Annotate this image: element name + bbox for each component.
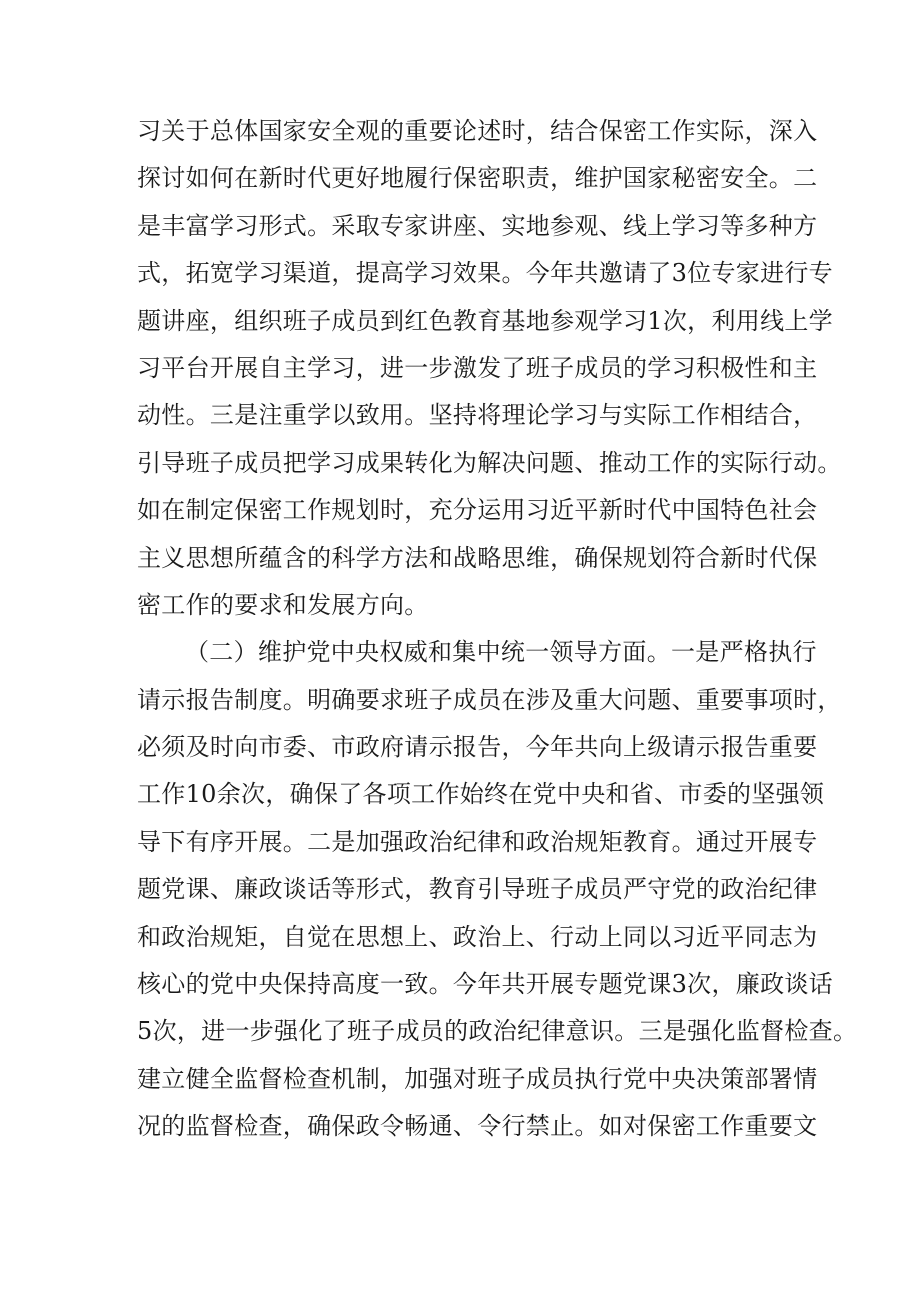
text-line: 导下有序开展。二是加强政治纪律和政治规矩教育。通过开展专: [137, 827, 818, 856]
text-line: 必须及时向市委、市政府请示报告，今年共向上级请示报告重要: [137, 733, 818, 762]
text-line: 动性。三是注重学以致用。坚持将理论学习与实际工作相结合，: [137, 401, 818, 430]
text-line: 是丰富学习形式。采取专家讲座、实地参观、线上学习等多种方: [137, 211, 818, 240]
text-line: 建立健全监督检查机制，加强对班子成员执行党中央决策部署情: [137, 1064, 818, 1093]
text-line: 请示报告制度。明确要求班子成员在涉及重大问题、重要事项时，: [137, 685, 842, 714]
text-line: 式，拓宽学习渠道，提高学习效果。今年共邀请了3位专家进行专: [137, 259, 833, 288]
text-line: 5次，进一步强化了班子成员的政治纪律意识。三是强化监督检查。: [137, 1017, 858, 1046]
text-line: 题党课、廉政谈话等形式，教育引导班子成员严守党的政治纪律: [137, 875, 818, 904]
text-line: 题讲座，组织班子成员到红色教育基地参观学习1次，利用线上学: [137, 306, 833, 335]
text-line: 引导班子成员把学习成果转化为解决问题、推动工作的实际行动。: [137, 448, 842, 477]
section-heading-line: （二）维护党中央权威和集中统一领导方面。一是严格执行: [185, 638, 817, 667]
text-line: 工作10余次，确保了各项工作始终在党中央和省、市委的坚强领: [137, 780, 825, 809]
text-line: 和政治规矩，自觉在思想上、政治上、行动上同以习近平同志为: [137, 922, 818, 951]
text-line: 主义思想所蕴含的科学方法和战略思维，确保规划符合新时代保: [137, 543, 818, 572]
text-line: 密工作的要求和发展方向。: [137, 590, 429, 619]
document-body: [137, 108, 858, 1151]
text-line: 探讨如何在新时代更好地履行保密职责，维护国家秘密安全。二: [137, 164, 818, 193]
text-line: 习平台开展自主学习，进一步激发了班子成员的学习积极性和主: [137, 353, 818, 382]
text-line: 核心的党中央保持高度一致。今年共开展专题党课3次，廉政谈话: [137, 970, 833, 999]
text-line: 习关于总体国家安全观的重要论述时，结合保密工作实际，深入: [137, 117, 818, 145]
text-line: 如在制定保密工作规划时，充分运用习近平新时代中国特色社会: [137, 496, 818, 525]
text-line: 况的监督检查，确保政令畅通、令行禁止。如对保密工作重要文: [137, 1112, 818, 1141]
